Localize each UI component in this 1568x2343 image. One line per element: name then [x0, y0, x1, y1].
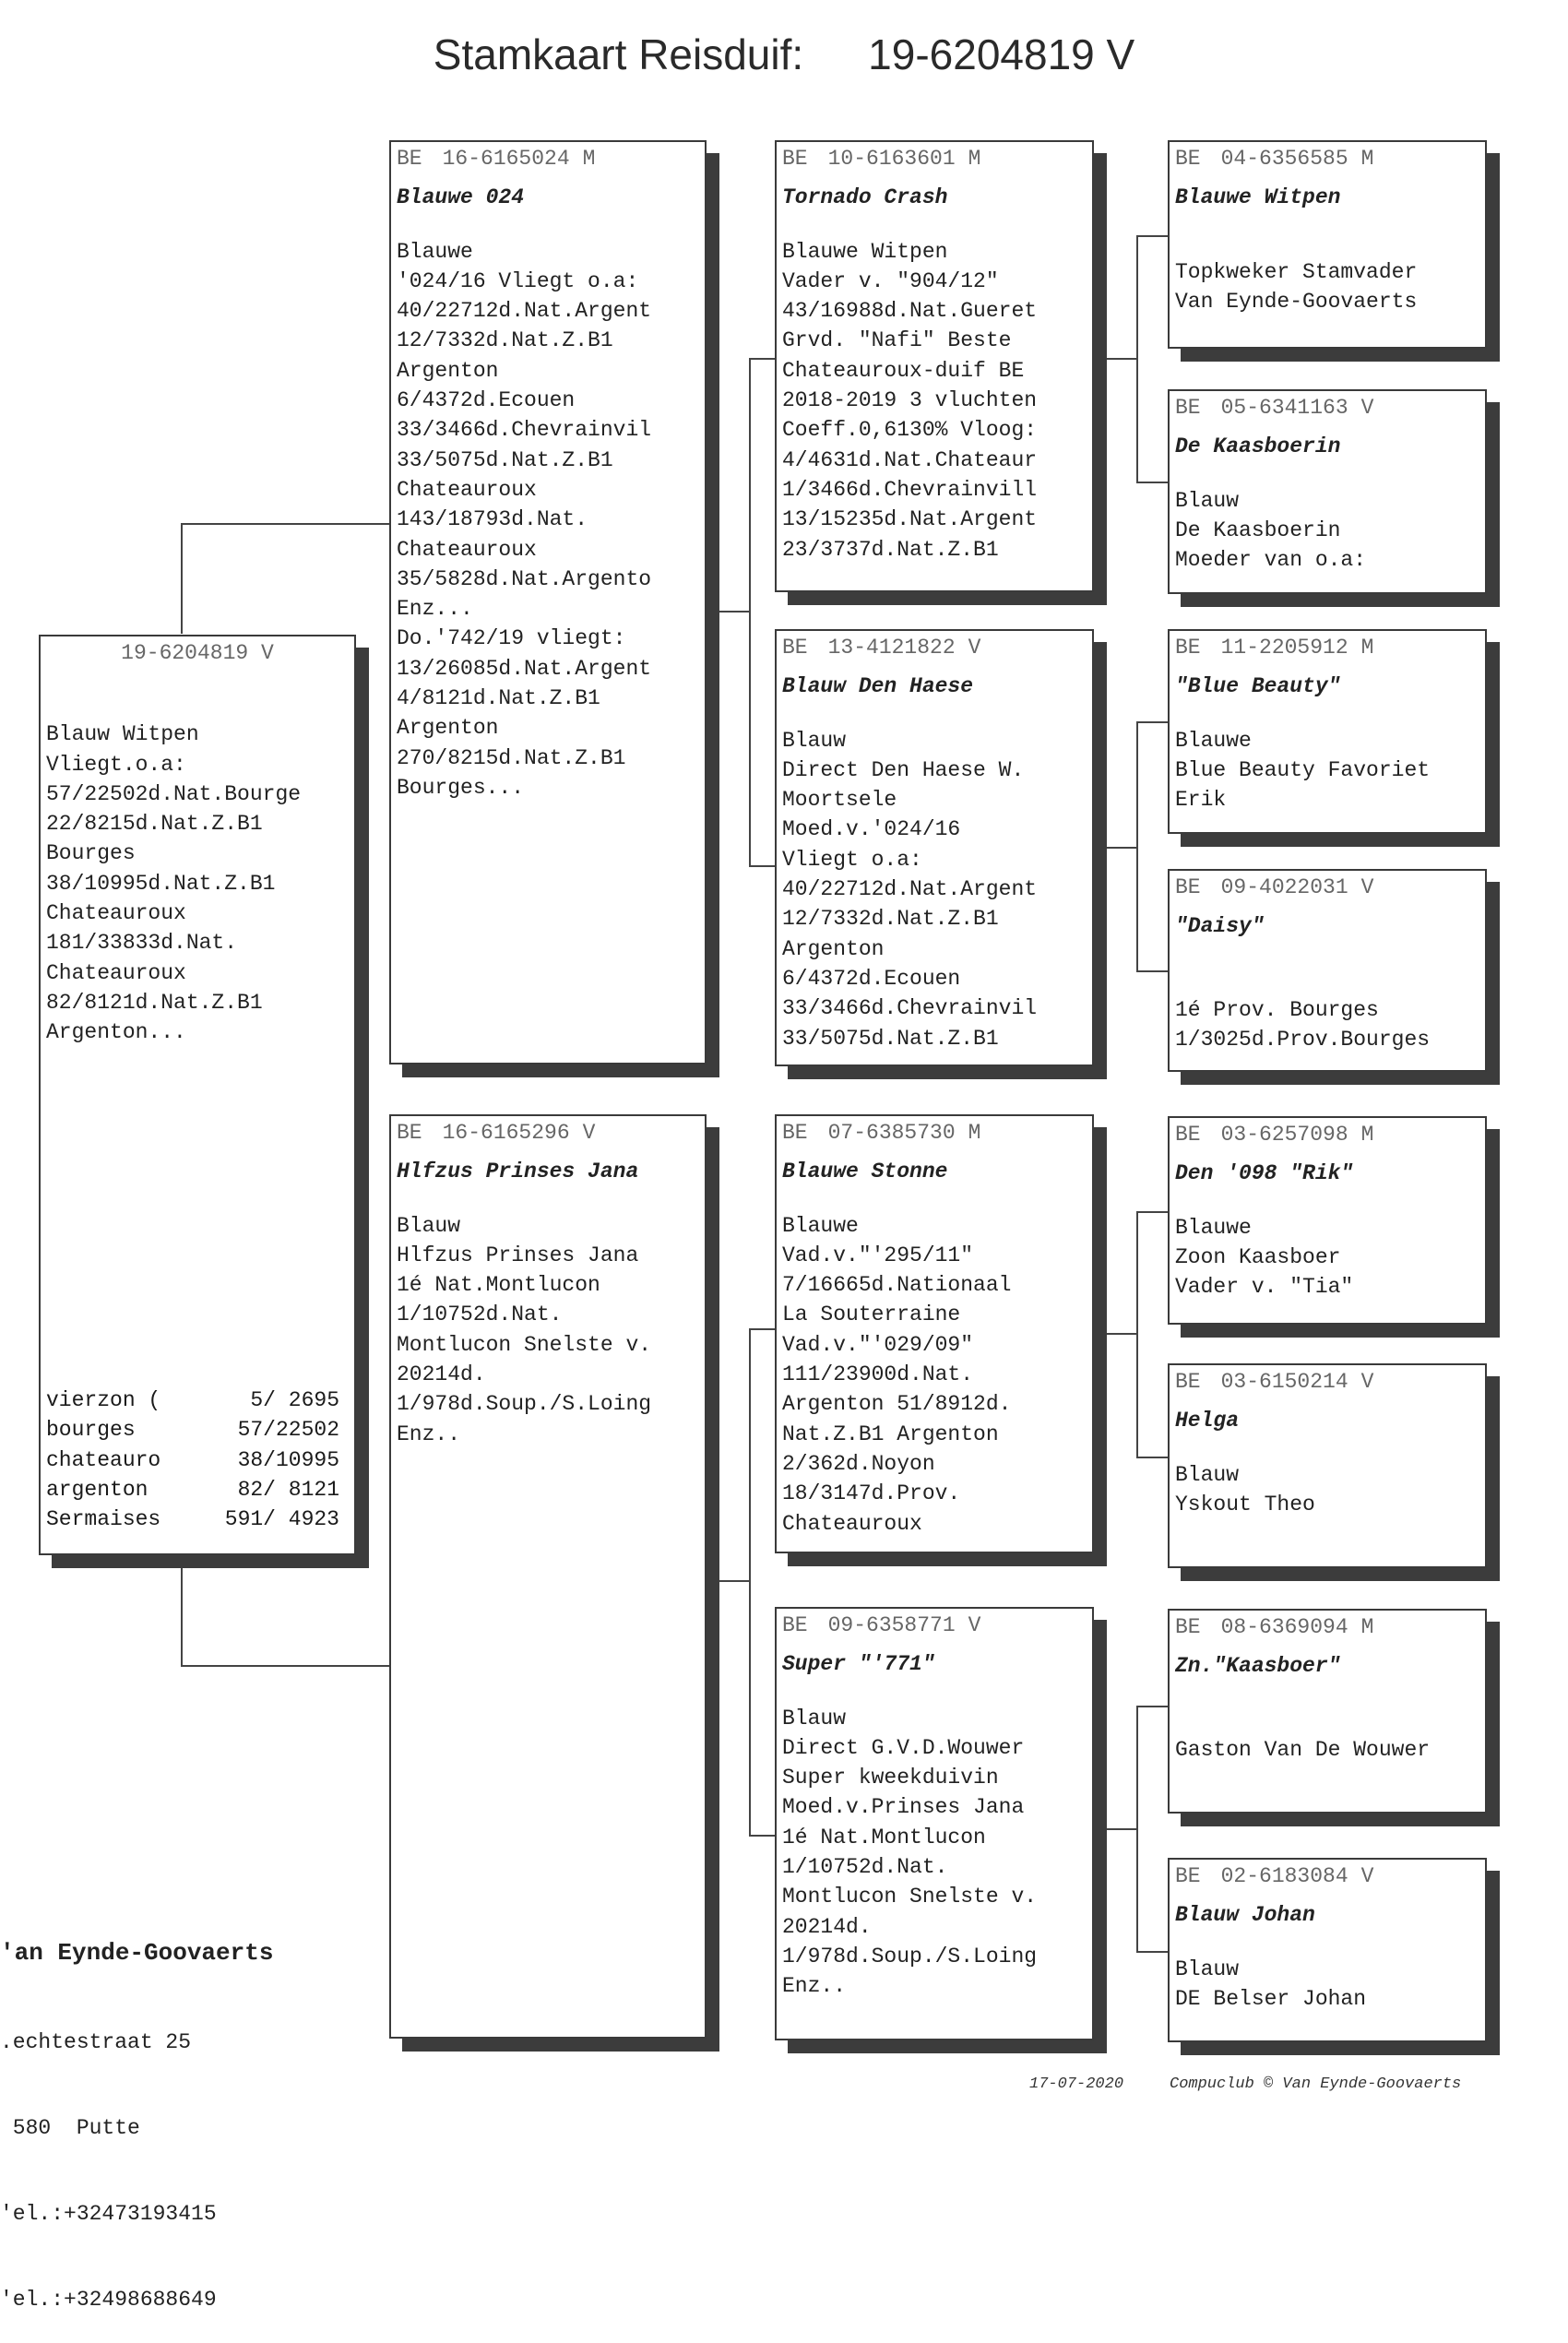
ring-number: 09-4022031 [1220, 875, 1348, 899]
info-line: 33/3466d.Chevrainvil [397, 418, 652, 443]
info-line: Do.'742/19 vliegt: [397, 626, 626, 651]
info-line: 33/3466d.Chevrainvil [782, 996, 1038, 1021]
country-code: BE [782, 1613, 808, 1637]
result-place: chateauro [46, 1447, 161, 1472]
card-header [397, 144, 705, 173]
country-code: BE [1175, 636, 1201, 660]
ggp-card-fmm [1168, 869, 1487, 1072]
pigeon-name: Hlfzus Prinses Jana [397, 1160, 639, 1184]
subject-card [39, 635, 356, 1555]
info-line: 23/3737d.Nat.Z.B1 [782, 537, 999, 562]
connector [181, 523, 391, 525]
info-line: 1/978d.Soup./S.Loing [397, 1392, 652, 1417]
info-line: Van Eynde-Goovaerts [1175, 289, 1418, 314]
ring-number: 08-6369094 [1220, 1615, 1348, 1639]
info-line: 2018-2019 3 vluchten [782, 388, 1038, 413]
subject-header: 19-6204819 V [121, 641, 274, 665]
sex: V [968, 636, 981, 660]
info-line: Bourges... [397, 775, 525, 800]
info-line: 22/8215d.Nat.Z.B1 [46, 812, 263, 837]
info-line: 1/3466d.Chevrainvill [782, 477, 1038, 502]
info-line: 57/22502d.Nat.Bourge [46, 781, 302, 806]
info-line: Moed.v.Prinses Jana [782, 1795, 1025, 1820]
info-line: 1é Prov. Bourges [1175, 997, 1379, 1022]
sex: M [1360, 1615, 1374, 1639]
card-header [1175, 633, 1485, 662]
info-line: Blauw [782, 728, 847, 753]
country-code: BE [397, 1121, 422, 1145]
card-info [1175, 1735, 1485, 1765]
country-code: BE [782, 636, 808, 660]
card-header [1175, 873, 1485, 902]
connector [749, 1328, 751, 1837]
ring-number: 04-6356585 [1220, 147, 1348, 171]
pigeon-name: "Blue Beauty" [1175, 674, 1341, 699]
country-code: BE [1175, 875, 1201, 899]
card-header [1175, 1861, 1485, 1891]
connector [1107, 847, 1138, 849]
connector [1136, 482, 1168, 483]
sex: M [968, 1121, 981, 1145]
sex: V [1360, 875, 1374, 899]
info-line: La Souterraine [782, 1302, 961, 1327]
ggp-card-fmf [1168, 629, 1487, 834]
card-info [1175, 995, 1485, 1055]
card-header [1175, 1612, 1485, 1642]
info-line: Vad.v."'029/09" [782, 1332, 974, 1357]
card-info [782, 237, 1092, 565]
connector [749, 1835, 775, 1837]
info-line: Super kweekduivin [782, 1766, 999, 1790]
info-line: Blauw Witpen [46, 722, 199, 747]
pigeon-name: Tornado Crash [782, 185, 948, 210]
connector [181, 523, 183, 634]
ring-number: 16-6165024 [442, 147, 570, 171]
info-line: 38/10995d.Nat.Z.B1 [46, 871, 276, 896]
info-line: Enz.. [397, 1421, 461, 1446]
info-line: 18/3147d.Prov. [782, 1481, 961, 1506]
info-line: Vliegt o.a: [782, 847, 922, 872]
info-line: '024/16 Vliegt o.a: [397, 268, 639, 293]
connector [1136, 970, 1168, 972]
pigeon-name: Blauwe Witpen [1175, 185, 1341, 210]
info-line: 6/4372d.Ecouen [397, 388, 576, 413]
sex: M [1360, 1123, 1374, 1147]
grandmother-maternal-card [775, 1607, 1094, 2040]
info-line: 82/8121d.Nat.Z.B1 [46, 990, 263, 1015]
info-line: Blauw [1175, 1462, 1240, 1487]
sex: V [968, 1613, 981, 1637]
grandmother-paternal-card [775, 629, 1094, 1066]
info-line: 12/7332d.Nat.Z.B1 [397, 328, 613, 353]
info-line: 111/23900d.Nat. [782, 1362, 974, 1387]
info-line: Yskout Theo [1175, 1492, 1315, 1516]
ring-number: 16-6165296 [442, 1121, 570, 1145]
result-value: 82/ 8121 [237, 1477, 339, 1502]
info-line: Coeff.0,6130% Vloog: [782, 418, 1038, 443]
info-line: Vliegt.o.a: [46, 752, 186, 777]
sex: M [1360, 147, 1374, 171]
card-info [782, 1211, 1092, 1539]
connector [749, 358, 775, 360]
ring-number: 02-6183084 [1220, 1864, 1348, 1888]
result-row [46, 1386, 339, 1415]
card-info [397, 237, 705, 803]
pigeon-name: Super "'771" [782, 1652, 935, 1677]
ring-number: 05-6341163 [1220, 396, 1348, 420]
ring-number: 11-2205912 [1220, 636, 1348, 660]
card-info [1175, 1460, 1485, 1520]
info-line: Blauwe [397, 239, 473, 264]
info-line: Gaston Van De Wouwer [1175, 1737, 1431, 1762]
country-code: BE [1175, 1864, 1201, 1888]
info-line: 13/15235d.Nat.Argent [782, 507, 1038, 532]
ggp-card-ffm [1168, 389, 1487, 594]
connector [1107, 358, 1138, 360]
country-code: BE [1175, 1123, 1201, 1147]
info-line: Blauwe [1175, 1215, 1252, 1240]
pigeon-name: Den '098 "Rik" [1175, 1161, 1354, 1186]
info-line: 20214d. [782, 1914, 872, 1939]
pigeon-name: Blauwe Stonne [782, 1160, 948, 1184]
info-line: Blauwe [1175, 728, 1252, 753]
pigeon-name: Blauw Den Haese [782, 674, 974, 699]
card-info [782, 726, 1092, 1053]
ring-number: 07-6385730 [827, 1121, 956, 1145]
card-header [782, 144, 1092, 173]
breeder-name: 'an Eynde-Goovaerts [0, 1939, 274, 1967]
info-line: De Kaasboerin [1175, 517, 1341, 542]
info-line: Blauw [1175, 1956, 1240, 1981]
country-code: BE [1175, 147, 1201, 171]
info-line: Chateauroux [46, 960, 186, 985]
connector [1107, 1333, 1138, 1335]
info-line: Zoon Kaasboer [1175, 1244, 1341, 1269]
info-line: Chateauroux-duif BE [782, 358, 1025, 383]
sex: V [1360, 1864, 1374, 1888]
result-row [46, 1445, 339, 1475]
info-line: 181/33833d.Nat. [46, 931, 238, 956]
connector [1136, 1951, 1168, 1953]
ggp-card-mmm [1168, 1858, 1487, 2042]
info-line: Chateauroux [397, 477, 537, 502]
info-line: Hlfzus Prinses Jana [397, 1243, 639, 1267]
results-table [46, 1386, 339, 1534]
country-code: BE [1175, 396, 1201, 420]
pigeon-name: Blauw Johan [1175, 1903, 1315, 1928]
title-ring: 19-6204819 V [868, 30, 1135, 78]
grandfather-maternal-card [775, 1114, 1094, 1553]
info-line: Argenton... [46, 1020, 186, 1045]
card-header [1175, 1120, 1485, 1149]
info-line: 1é Nat.Montlucon [782, 1825, 986, 1849]
info-line: 35/5828d.Nat.Argento [397, 566, 652, 591]
info-line: 12/7332d.Nat.Z.B1 [782, 907, 999, 932]
sex: M [968, 147, 981, 171]
sex: V [1360, 1370, 1374, 1394]
breeder-line: 'el.:+32473193415 [0, 2202, 217, 2226]
card-info [782, 1704, 1092, 2002]
ring-number: 10-6163601 [827, 147, 956, 171]
connector [181, 1568, 183, 1667]
info-line: Erik [1175, 788, 1227, 813]
pigeon-name: "Daisy" [1175, 914, 1265, 939]
info-line: Montlucon Snelste v. [782, 1885, 1038, 1909]
card-header [1175, 144, 1485, 173]
info-line: Enz... [397, 597, 473, 622]
result-value: 57/22502 [237, 1418, 339, 1443]
info-line: Topkweker Stamvader [1175, 259, 1418, 284]
info-line: 33/5075d.Nat.Z.B1 [782, 1026, 999, 1051]
info-line: Argenton [397, 358, 499, 383]
card-header [782, 1611, 1092, 1640]
info-line: 1é Nat.Montlucon [397, 1273, 600, 1298]
country-code: BE [1175, 1370, 1201, 1394]
card-header [782, 1118, 1092, 1148]
result-value: 38/10995 [237, 1447, 339, 1472]
card-header [1175, 393, 1485, 422]
info-line: Montlucon Snelste v. [397, 1332, 652, 1357]
result-place: bourges [46, 1418, 136, 1443]
result-value: 591/ 4923 [224, 1507, 339, 1532]
info-line: Grvd. "Nafi" Beste [782, 328, 1012, 353]
ggp-card-mmf [1168, 1609, 1487, 1814]
connector [749, 865, 775, 867]
country-code: BE [782, 147, 808, 171]
info-line: 1/10752d.Nat. [782, 1855, 948, 1880]
result-row [46, 1415, 339, 1445]
result-place: Sermaises [46, 1507, 161, 1532]
card-header [782, 633, 1092, 662]
info-line: 40/22712d.Nat.Argent [397, 299, 652, 324]
info-line: Argenton [397, 716, 499, 741]
country-code: BE [782, 1121, 808, 1145]
info-line: Vader v. "904/12" [782, 268, 999, 293]
info-line: 143/18793d.Nat. [397, 507, 588, 532]
mother-card [389, 1114, 707, 2039]
card-info [1175, 1213, 1485, 1302]
info-line: Vader v. "Tia" [1175, 1275, 1354, 1300]
copyright: Compuclub © Van Eynde-Goovaerts [1170, 2075, 1462, 2093]
info-line: Chateauroux [782, 1511, 922, 1536]
sex: V [1360, 396, 1374, 420]
result-place: vierzon ( [46, 1388, 161, 1412]
pigeon-name: Zn."Kaasboer" [1175, 1654, 1341, 1679]
info-line: 2/362d.Noyon [782, 1451, 935, 1476]
info-line: 1/978d.Soup./S.Loing [782, 1944, 1038, 1968]
sex: M [582, 147, 596, 171]
connector [1136, 721, 1168, 723]
sex: M [1360, 636, 1374, 660]
info-line: 40/22712d.Nat.Argent [782, 877, 1038, 902]
pigeon-name: Helga [1175, 1409, 1240, 1433]
connector [1136, 235, 1168, 237]
result-row [46, 1505, 339, 1534]
info-line: Blue Beauty Favoriet [1175, 757, 1431, 782]
info-line: DE Belser Johan [1175, 1986, 1367, 2011]
info-line: 4/4631d.Nat.Chateaur [782, 447, 1038, 472]
print-date: 17-07-2020 [1029, 2075, 1124, 2093]
connector [1136, 1211, 1168, 1213]
connector [749, 358, 751, 867]
info-line: 4/8121d.Nat.Z.B1 [397, 686, 600, 711]
result-row [46, 1475, 339, 1505]
ring-number: 09-6358771 [827, 1613, 956, 1637]
card-info [1175, 257, 1485, 317]
info-line: Argenton 51/8912d. [782, 1392, 1012, 1417]
connector [1136, 1457, 1168, 1458]
info-line: Nat.Z.B1 Argenton [782, 1421, 999, 1446]
connector [1136, 1211, 1138, 1458]
info-line: Moed.v.'024/16 [782, 817, 961, 842]
breeder-address [0, 1882, 273, 2343]
title-label: Stamkaart Reisduif: [433, 30, 804, 78]
info-line: Chateauroux [397, 537, 537, 562]
info-line: Argenton [782, 936, 885, 961]
info-line: Moeder van o.a: [1175, 548, 1367, 573]
subject-info [46, 720, 354, 1047]
info-line: Blauw [782, 1706, 847, 1730]
info-line: 1/10752d.Nat. [397, 1302, 563, 1327]
info-line: Moortsele [782, 788, 897, 813]
country-code: BE [1175, 1615, 1201, 1639]
ring-number: 03-6257098 [1220, 1123, 1348, 1147]
info-line: Blauw [397, 1213, 461, 1238]
pigeon-name: De Kaasboerin [1175, 434, 1341, 459]
pigeon-name: Blauwe 024 [397, 185, 525, 210]
info-line: 13/26085d.Nat.Argent [397, 656, 652, 681]
info-line: 6/4372d.Ecouen [782, 966, 961, 991]
country-code: BE [397, 147, 422, 171]
connector [1107, 1828, 1138, 1830]
breeder-line: 'el.:+32498688649 [0, 2288, 217, 2312]
info-line: 1/3025d.Prov.Bourges [1175, 1027, 1431, 1052]
card-info [1175, 726, 1485, 815]
info-line: Chateauroux [46, 901, 186, 926]
info-line: 7/16665d.Nationaal [782, 1273, 1012, 1298]
ggp-card-mfm [1168, 1363, 1487, 1568]
card-info [1175, 486, 1485, 576]
connector [1136, 1706, 1168, 1707]
breeder-line: .echtestraat 25 [0, 2030, 192, 2054]
connector [718, 1580, 751, 1582]
grandfather-paternal-card [775, 140, 1094, 592]
info-line: 43/16988d.Nat.Gueret [782, 299, 1038, 324]
info-line: Direct Den Haese W. [782, 757, 1025, 782]
result-place: argenton [46, 1477, 148, 1502]
info-line: 270/8215d.Nat.Z.B1 [397, 745, 626, 770]
connector [749, 1328, 775, 1330]
ggp-card-fff [1168, 140, 1487, 349]
card-header [397, 1118, 705, 1148]
breeder-line: 580 Putte [0, 2116, 140, 2140]
sex: V [582, 1121, 596, 1145]
info-line: Blauwe Witpen [782, 239, 948, 264]
info-line: Blauwe [782, 1213, 859, 1238]
info-line: Vad.v."'295/11" [782, 1243, 974, 1267]
info-line: Enz.. [782, 1974, 847, 1999]
card-info [1175, 1955, 1485, 2015]
card-header [1175, 1367, 1485, 1397]
father-card [389, 140, 707, 1064]
result-value: 5/ 2695 [250, 1388, 339, 1412]
ggp-card-mff [1168, 1116, 1487, 1325]
info-line: Direct G.V.D.Wouwer [782, 1735, 1025, 1760]
info-line: Blauw [1175, 488, 1240, 513]
ring-number: 13-4121822 [827, 636, 956, 660]
ring-number: 03-6150214 [1220, 1370, 1348, 1394]
connector [718, 611, 751, 613]
info-line: 33/5075d.Nat.Z.B1 [397, 447, 613, 472]
info-line: 20214d. [397, 1362, 486, 1387]
connector [181, 1665, 391, 1667]
info-line: Bourges [46, 841, 136, 866]
page-title [0, 30, 1568, 79]
card-info [397, 1211, 705, 1449]
